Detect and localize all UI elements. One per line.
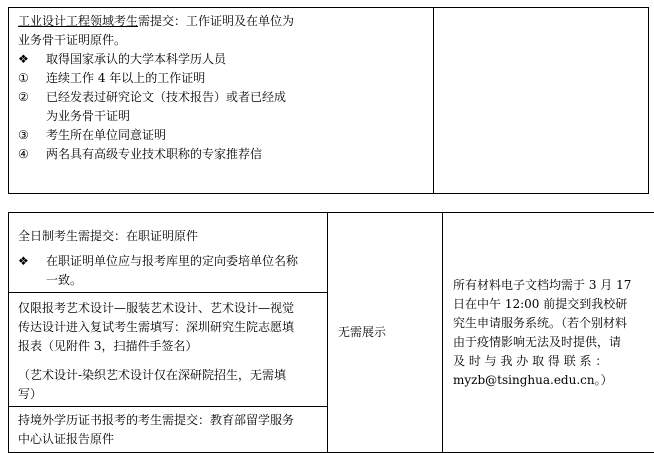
list-item bbox=[18, 145, 427, 164]
item-text: 两名具有高级专业技术职称的专家推荐信 bbox=[46, 145, 262, 164]
diamond-bullet-icon: ❖ bbox=[18, 252, 46, 271]
circled-number-1: ① bbox=[18, 69, 46, 88]
note-line: 日在中午 12:00 前提交到我校研 bbox=[453, 295, 654, 314]
art-note: （艺术设计-染织艺术设计仅在深研院招生，无需填 bbox=[18, 366, 321, 385]
submission-note bbox=[453, 276, 654, 390]
fulltime-title: 全日制考生需提交：在职证明原件 bbox=[18, 227, 321, 246]
art-line: 仅限报考艺术设计—服装艺术设计、艺术设计—视觉 bbox=[18, 299, 321, 318]
list-item bbox=[18, 252, 321, 271]
display-cell bbox=[328, 213, 443, 453]
circled-number-3: ③ bbox=[18, 126, 46, 145]
industrial-design-requirements bbox=[9, 8, 433, 166]
fulltime-requirements bbox=[9, 213, 327, 292]
diamond-bullet-icon: ❖ bbox=[18, 50, 46, 69]
art-line: 报表（见附件 3，扫描件手签名） bbox=[18, 337, 321, 356]
bullet-text: 取得国家承认的大学本科学历人员 bbox=[46, 50, 226, 69]
art-line: 传达设计进入复试考生需填写：深圳研究生院志愿填 bbox=[18, 318, 321, 337]
overseas-cell bbox=[9, 407, 328, 453]
note-line: 及 时 与 我 办 取 得 联 系 ： bbox=[453, 352, 654, 371]
list-item bbox=[18, 88, 427, 107]
fulltime-cell bbox=[9, 213, 328, 293]
table-row bbox=[9, 8, 649, 194]
art-design-requirements bbox=[9, 293, 327, 406]
email-address: myzb@tsinghua.edu.cn。） bbox=[453, 371, 654, 390]
requirements-table-top bbox=[8, 7, 649, 194]
requirements-table-bottom bbox=[8, 212, 654, 453]
bullet-continuation: 一致。 bbox=[18, 271, 321, 290]
overseas-line: 中心认证报告原件 bbox=[18, 430, 321, 449]
note-cell bbox=[443, 213, 654, 453]
note-line: 由于疫情影响无法及时提供，请 bbox=[453, 333, 654, 352]
overseas-line: 持境外学历证书报考的考生需提交：教育部留学服务 bbox=[18, 411, 321, 430]
item-text: 已经发表过研究论文（技术报告）或者已经成 bbox=[46, 88, 286, 107]
art-note: 写） bbox=[18, 385, 321, 404]
table-row bbox=[9, 213, 654, 293]
item-text: 考生所在单位同意证明 bbox=[46, 126, 166, 145]
list-item bbox=[18, 126, 427, 145]
note-line: 究生申请服务系统。（若个别材料 bbox=[453, 314, 654, 333]
display-status: 无需展示 bbox=[338, 325, 386, 339]
note-line: 所有材料电子文档均需于 3 月 17 bbox=[453, 276, 654, 295]
art-design-cell bbox=[9, 293, 328, 407]
bullet-text: 在职证明单位应与报考库里的定向委培单位名称 bbox=[46, 252, 298, 271]
list-item bbox=[18, 50, 427, 69]
intro-line bbox=[18, 12, 427, 31]
list-item bbox=[18, 69, 427, 88]
item-continuation: 为业务骨干证明 bbox=[18, 107, 427, 126]
intro-text: 需提交：工作证明及在单位为 bbox=[138, 14, 294, 28]
requirements-cell bbox=[9, 8, 434, 194]
circled-number-4: ④ bbox=[18, 145, 46, 164]
field-name: 工业设计工程领域考生 bbox=[18, 14, 138, 28]
item-text: 连续工作 4 年以上的工作证明 bbox=[46, 69, 205, 88]
empty-cell bbox=[434, 8, 649, 194]
overseas-requirements bbox=[9, 407, 327, 451]
circled-number-2: ② bbox=[18, 88, 46, 107]
intro-line-2: 业务骨干证明原件。 bbox=[18, 31, 427, 50]
